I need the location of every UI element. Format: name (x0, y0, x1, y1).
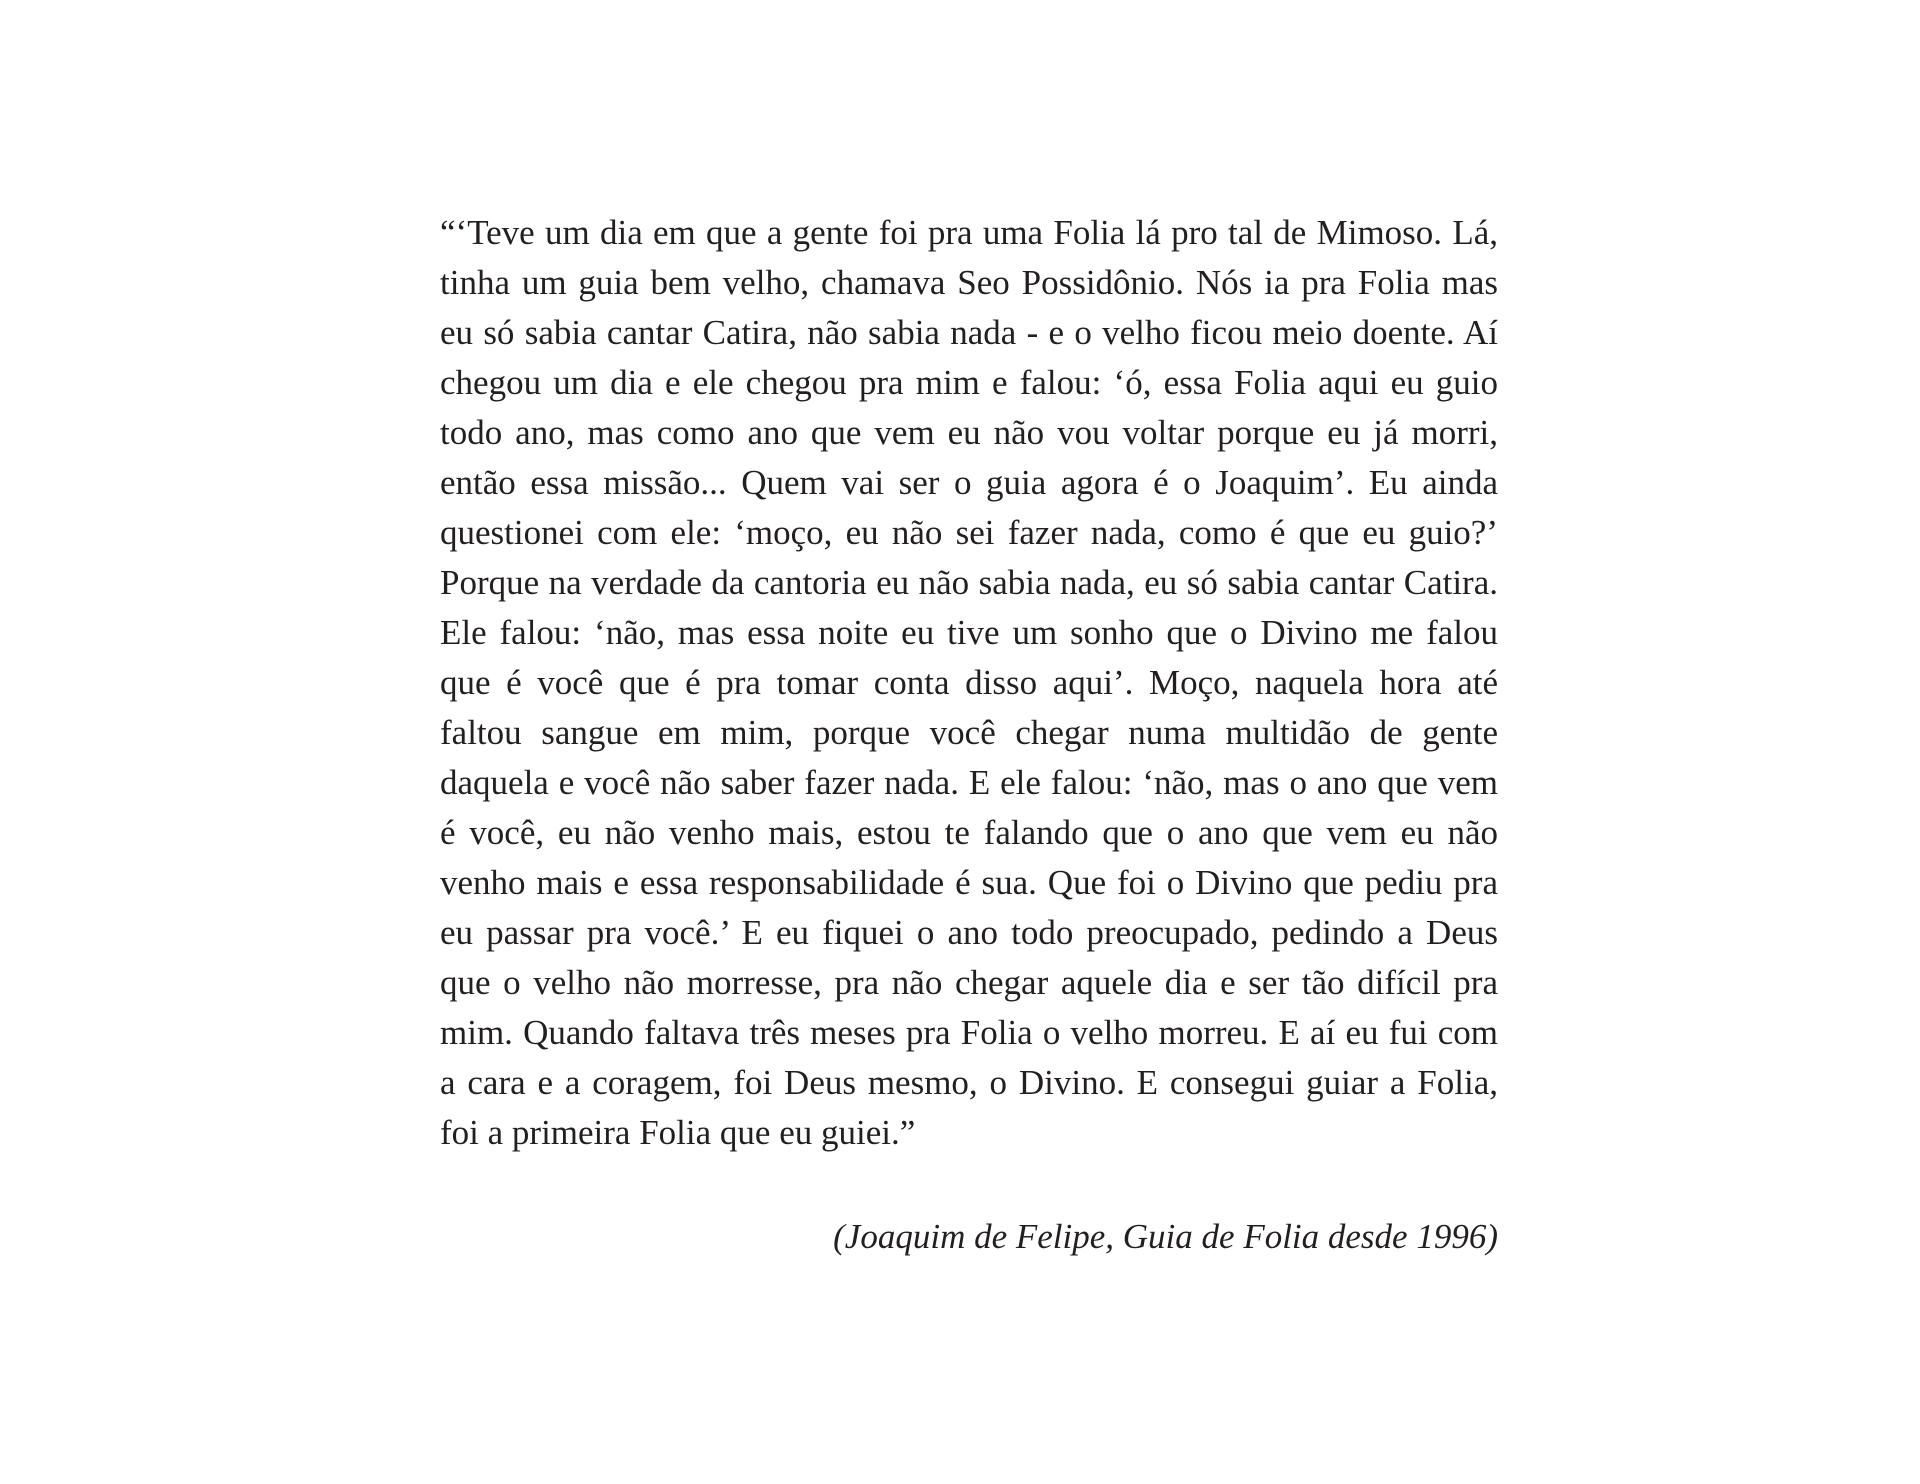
quote-block (440, 208, 1498, 1262)
quote-text: “‘Teve um dia em que a gente foi pra uma Folia lá pro tal de Mimoso. Lá, tinha um guia bem velho, chamava Seo Possidônio. Nós ia pra Folia mas eu só sabia cantar Catira, não sabia nada - e o velho ficou meio doente. Aí chegou um dia e ele chegou pra mim e falou: ‘ó, essa Folia aqui eu guio todo ano, mas como ano que vem eu não vou voltar porque eu já morri, então essa missão... Quem vai ser o guia agora é o Joaquim’. Eu ainda questionei com ele: ‘moço, eu não sei fazer nada, como é que eu guio?’ Porque na verdade da cantoria eu não sabia nada, eu só sabia cantar Catira. Ele falou: ‘não, mas essa noite eu tive um sonho que o Divino me falou que é você que é pra tomar conta disso aqui’. Moço, naquela hora até faltou sangue em mim, porque você chegar numa multidão de gente daquela e você não saber fazer nada. E ele falou: ‘não, mas o ano que vem é você, eu não venho mais, estou te falando que o ano que vem eu não venho mais e essa responsabilidade é sua. Que foi o Divino que pediu pra eu passar pra você.’ E eu fiquei o ano todo preocupado, pedindo a Deus que o velho não morresse, pra não chegar aquele dia e ser tão difícil pra mim. Quando faltava três meses pra Folia o velho morreu. E aí eu fui com a cara e a coragem, foi Deus mesmo, o Divino. E consegui guiar a Folia, foi a primeira Folia que eu guiei.” (440, 213, 1498, 1152)
quote-attribution: (Joaquim de Felipe, Guia de Folia desde 1996) (833, 1217, 1498, 1256)
